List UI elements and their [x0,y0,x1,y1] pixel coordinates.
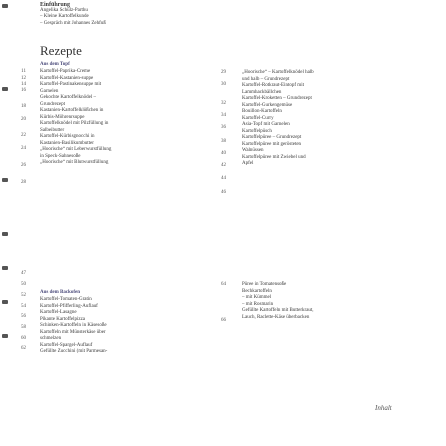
toc-entry-line: Kartoffel-Pastinakensuppe mit [40,82,102,87]
toc-entry-line: Kartoffel-Lasagne [40,310,77,315]
page-number: 11 [21,69,26,74]
page-number: 26 [21,163,26,168]
toc-entry-line: Gekochte Kartoffelknödel – [40,95,96,100]
toc-entry-line: Püree in Tomatensoße [242,282,287,287]
toc-entry-line: Apfel [242,161,254,166]
toc-entry-line: Kartoffelpüree mit Zwiebel und [242,154,306,160]
toc-entry-line: Kartoffel-Paprika-Creme [40,69,91,74]
toc-entry-line: „Hoorische“ mit Leberwurstfüllung [40,147,112,152]
margin-mark-icon [2,178,8,182]
toc-entry-line: Kastanien-Kartoffelklößchen in [40,108,104,113]
page-number: 64 [221,282,226,287]
toc-entry-line: Kartoffel-Rotkraut-Eintopf mit [242,83,304,88]
toc-entry-line: Bechkartoffeln [242,288,272,294]
page-number: 14 [21,82,26,87]
page-number: 42 [221,163,226,168]
toc-entry-line: Garnelen [40,88,59,94]
toc-entry-line: Lauch, Raclette-Käse überbacken [242,314,310,320]
page-number: 58 [21,325,26,330]
toc-entry-line: Kartoffel-Spargel-Auflauf [40,342,93,348]
toc-entry-line: Kartoffel-Gurkengemüse [242,102,293,108]
toc-entry-line: Kürbis-Möhrenrsuppe [40,114,85,120]
page-number: 29 [221,70,226,75]
toc-entry-line: Kartoffel-Curry [242,115,274,121]
toc-entry-line: Kartoffel-Pfifferling-Auflauf [40,303,98,309]
toc-entry-line: Kartoffel-Kürbisgnocchi in [40,134,95,139]
margin-mark-icon [2,232,8,236]
toc-entry-line: Salbeibutter [40,127,65,133]
intro-line: – Gespräch mit Johannes Zehfuß [40,20,106,26]
page-number: 56 [21,314,26,319]
toc-entry-line: in Speck-Sahnesoße [40,153,81,159]
toc-entry-line: Asia-Topf mit Garnelen [242,122,290,127]
toc-entry-line: – mit Kümmel [242,295,272,300]
toc-entry-line: Kastanien-Basilikumbutter [40,140,94,146]
toc-entry-line: Gefüllte Kartoffeln mit Butterkraut, [242,308,314,313]
page-number: 20 [21,117,26,122]
toc-entry-line: Kartoffel-Kastanien-suppe [40,75,94,81]
toc-entry-line: Gefüllte Zucchini (mit Parmesan- [40,349,108,354]
page-number: 46 [221,190,226,195]
margin-mark-icon [2,334,8,338]
toc-entry-line: Grundrezept [40,101,65,107]
page-number: 36 [221,125,226,130]
toc-entry-line: „Hoorische“ mit Blutwurstfüllung [40,160,109,165]
toc-entry-line: Walnüssen [242,148,264,153]
page-number: 62 [21,346,26,351]
toc-entry-line: Kartoffelpüsch [242,128,272,134]
page-number: 32 [221,101,226,106]
toc-entry-line: – mit Rosmarin [242,301,274,307]
intro-block [40,2,180,27]
toc-column-right-backofen [242,282,402,342]
toc-entry-line: Bouillon-Kartoffeln [242,109,282,114]
page-number: 16 [21,88,26,93]
page-number: 24 [21,146,26,151]
toc-column-left-topf [40,69,180,279]
page-number: 66 [221,318,226,323]
toc-entry-line: Schinken-Kartoffeln in Käsesoße [40,323,107,328]
page-number: 22 [21,133,26,138]
toc-entry-line: Kartoffelpüree mit gerösteten [242,141,302,147]
page-number: 60 [21,336,26,341]
page-number: 38 [221,139,226,144]
page-number: 12 [21,76,26,81]
page-number: 47 [21,271,26,276]
toc-entry-line: Pikante Kartoffelpizza [40,316,86,322]
intro-heading: Einführung [40,2,71,8]
margin-mark-icon [2,4,8,8]
margin-mark-icon [2,300,8,304]
toc-entry-line: Kartoffelknödel mit Pilzfüllung in [40,121,109,126]
page-number: 18 [21,104,26,109]
page-number: 28 [21,180,26,185]
page-number: 34 [221,113,226,118]
section-title: Aus dem Topf [40,62,70,67]
section-title: Aus dem Backofen [40,290,81,295]
toc-entry-line: Lammhackbällchen [242,89,282,95]
page-number: 50 [21,282,26,287]
recipes-title: Rezepte [40,43,82,58]
toc-entry-line: Kartoffel-Tomaten-Gratin [40,297,92,302]
toc-entry-line: Kartoffeln mit Münsterkäse über [40,329,106,335]
page-number: 44 [221,176,226,181]
intro-line: – Kleine Kartoffelkunde [40,14,89,20]
toc-column-left-backofen [40,297,180,377]
margin-mark-icon [2,266,8,270]
toc-entry-line: schmelzen [40,336,62,341]
toc-entry-line: Kartoffelpüree – Grundrezept [242,135,302,140]
toc-entry-line: „Hoorische“ – Kartoffelknödel halb [242,70,314,75]
toc-entry-line: Kartoffel-Kroketten – Grundrezept [242,96,312,101]
page-number: 30 [221,82,226,87]
intro-line: Angelika Schulz-Parthu [40,8,88,14]
page-number: 52 [21,293,26,298]
page-number: 54 [21,304,26,309]
footer-label: Inhalt [375,404,392,412]
margin-mark-icon [2,87,8,91]
toc-column-right-topf [242,70,402,280]
page-number: 40 [221,151,226,156]
toc-entry-line: und halb – Grundrezept [242,76,290,82]
